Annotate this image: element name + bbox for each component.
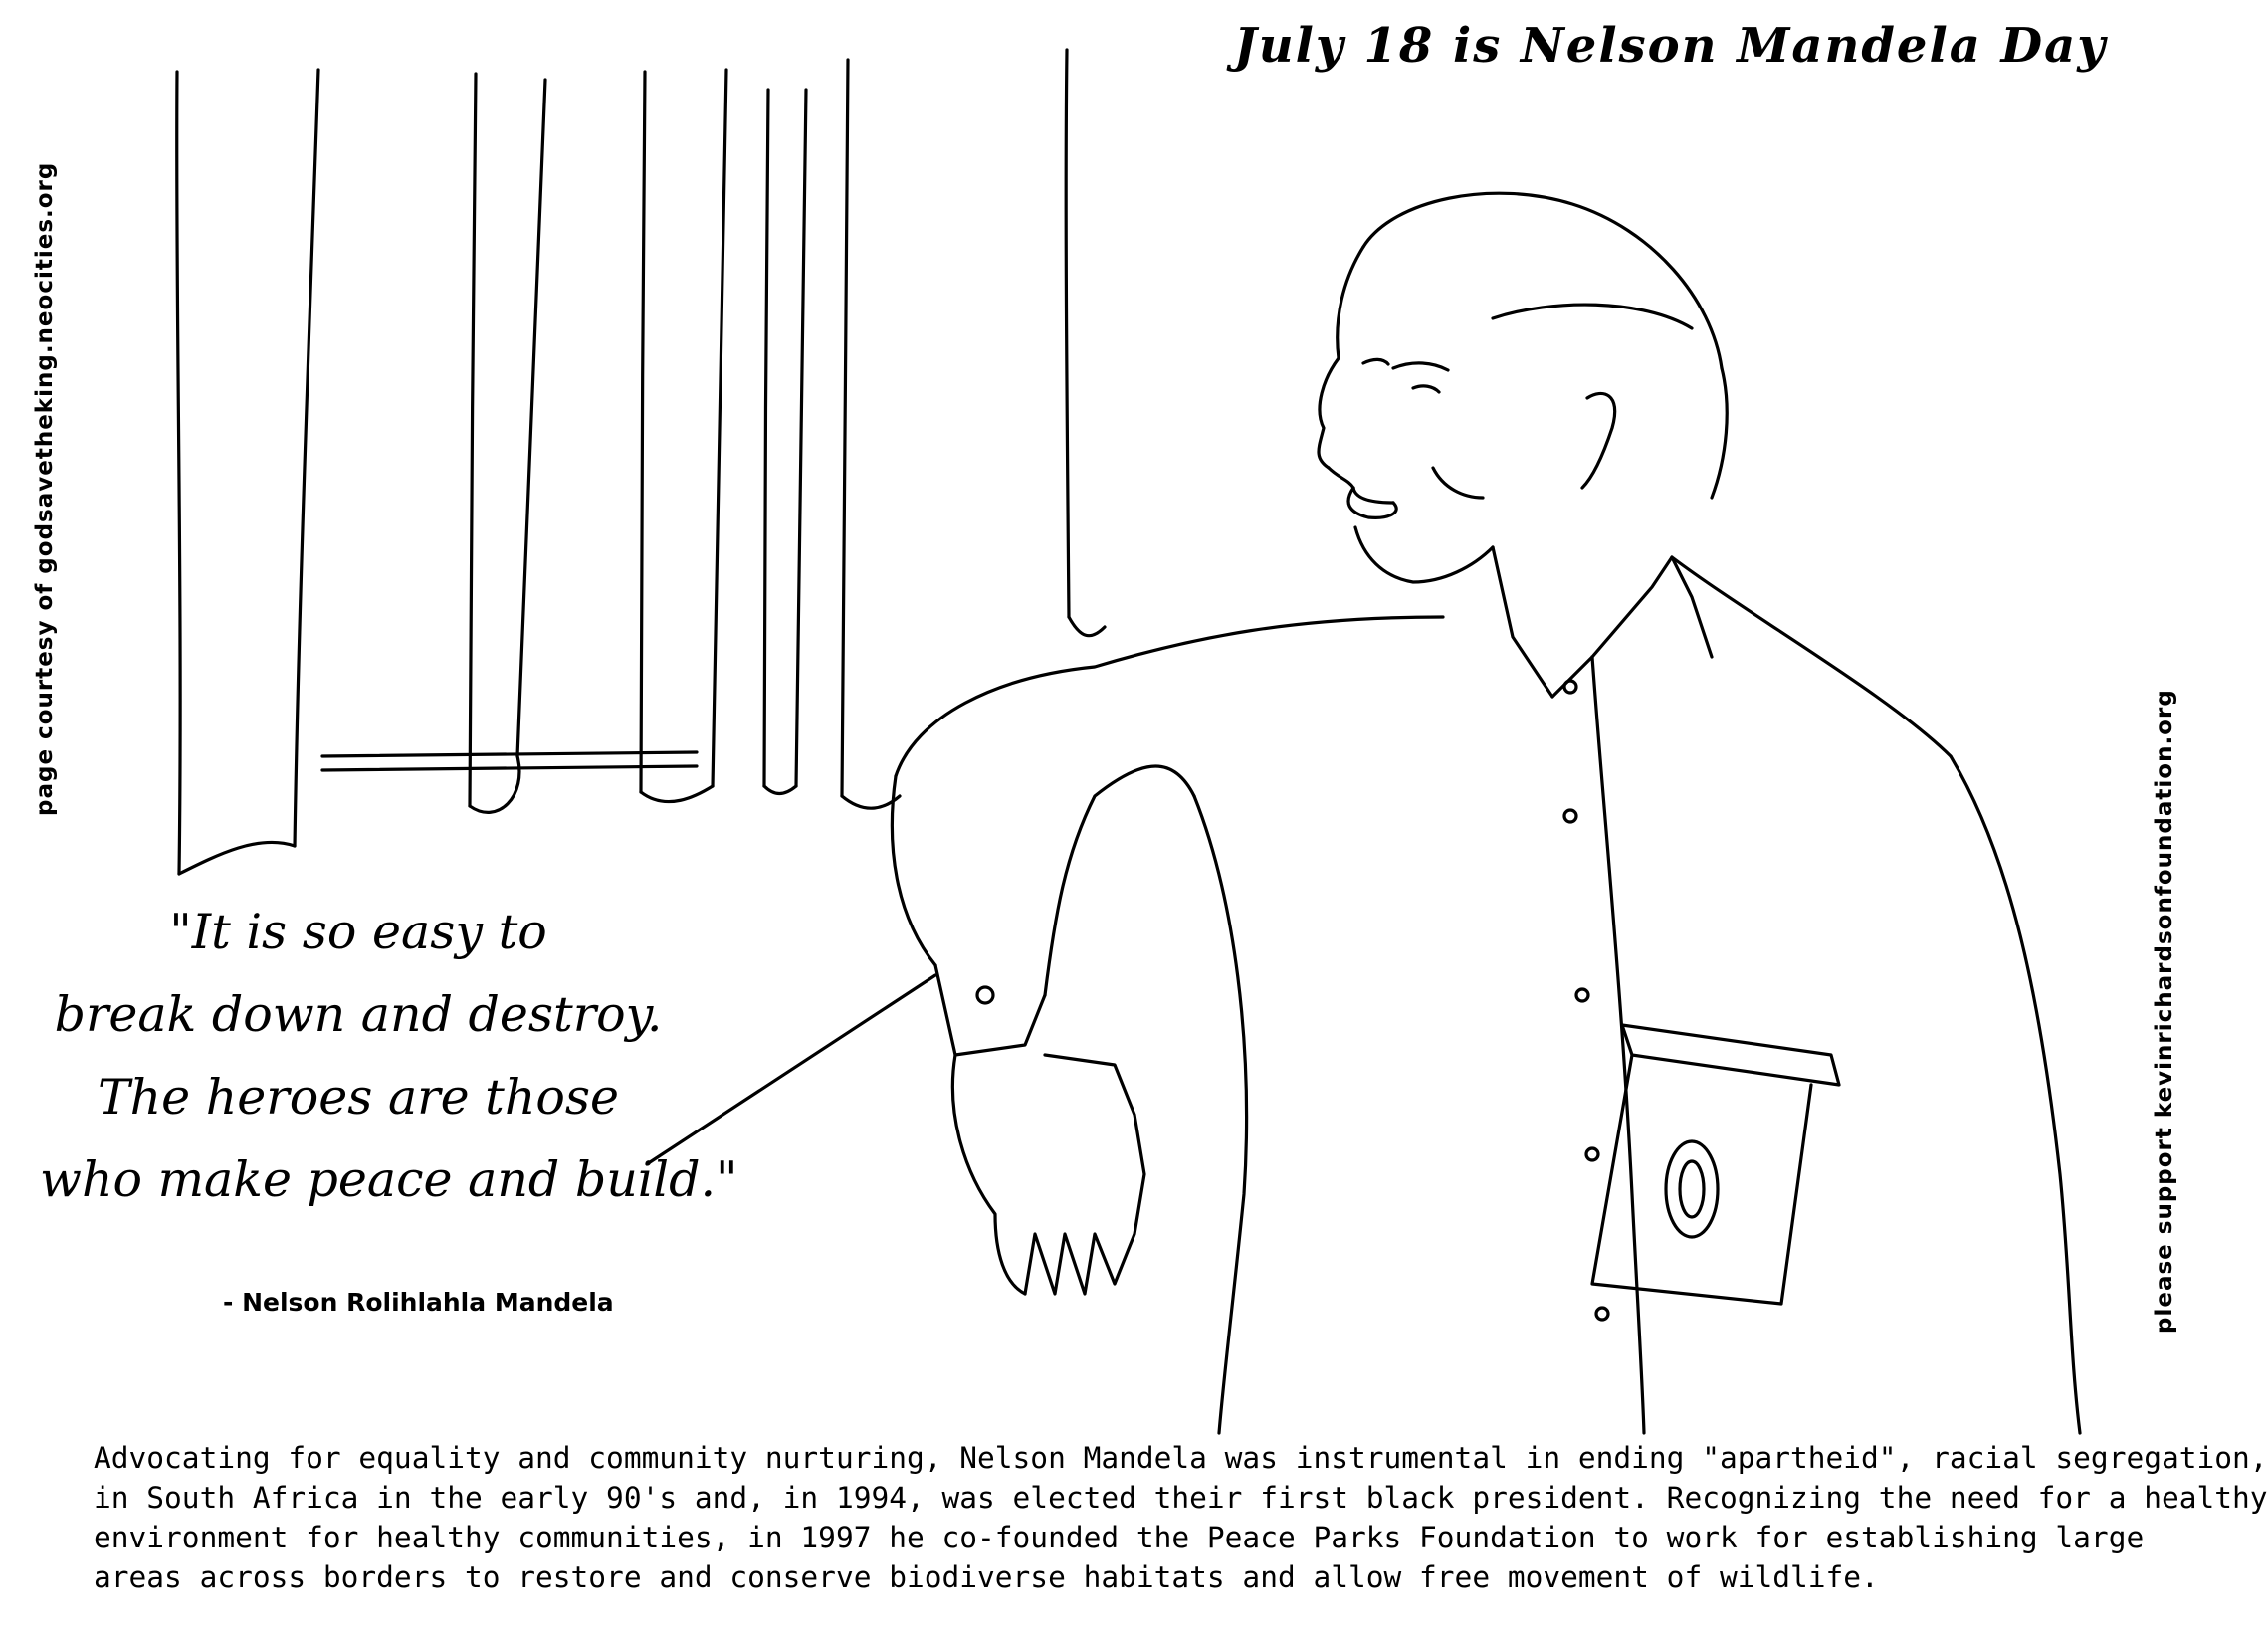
quote-attribution: - Nelson Rolihlahla Mandela xyxy=(223,1288,614,1317)
credit-left-text: page courtesy of godsavetheking.neocities.org xyxy=(32,161,58,816)
description-line: environment for healthy communities, in 1997 he co-founded the Peace Parks Foundation to work for establishing large xyxy=(94,1521,2145,1554)
quote-block xyxy=(40,891,738,1221)
quote-line: break down and destroy. xyxy=(54,986,663,1043)
curtain-drawing xyxy=(177,50,1105,874)
credit-right-text: please support kevinrichardsonfoundation.org xyxy=(2152,689,2177,1334)
page-title: July 18 is Nelson Mandela Day xyxy=(1234,18,2108,74)
description-line: in South Africa in the early 90's and, in 1994, was elected their first black president. Recognizing the need for a healthy xyxy=(94,1481,2268,1515)
description-line: areas across borders to restore and conserve biodiverse habitats and allow free movement of wildlife. xyxy=(94,1560,1879,1594)
quote-line: "It is so easy to xyxy=(169,904,547,960)
description-line: Advocating for equality and community nurturing, Nelson Mandela was instrumental in ending "apartheid", racial segregation, xyxy=(94,1441,2268,1475)
quote-line: who make peace and build." xyxy=(40,1151,738,1208)
description-paragraph xyxy=(94,1438,2268,1597)
quote-line: The heroes are those xyxy=(97,1069,620,1126)
shirt-drawing xyxy=(647,547,2080,1433)
head-drawing xyxy=(1319,193,1727,582)
